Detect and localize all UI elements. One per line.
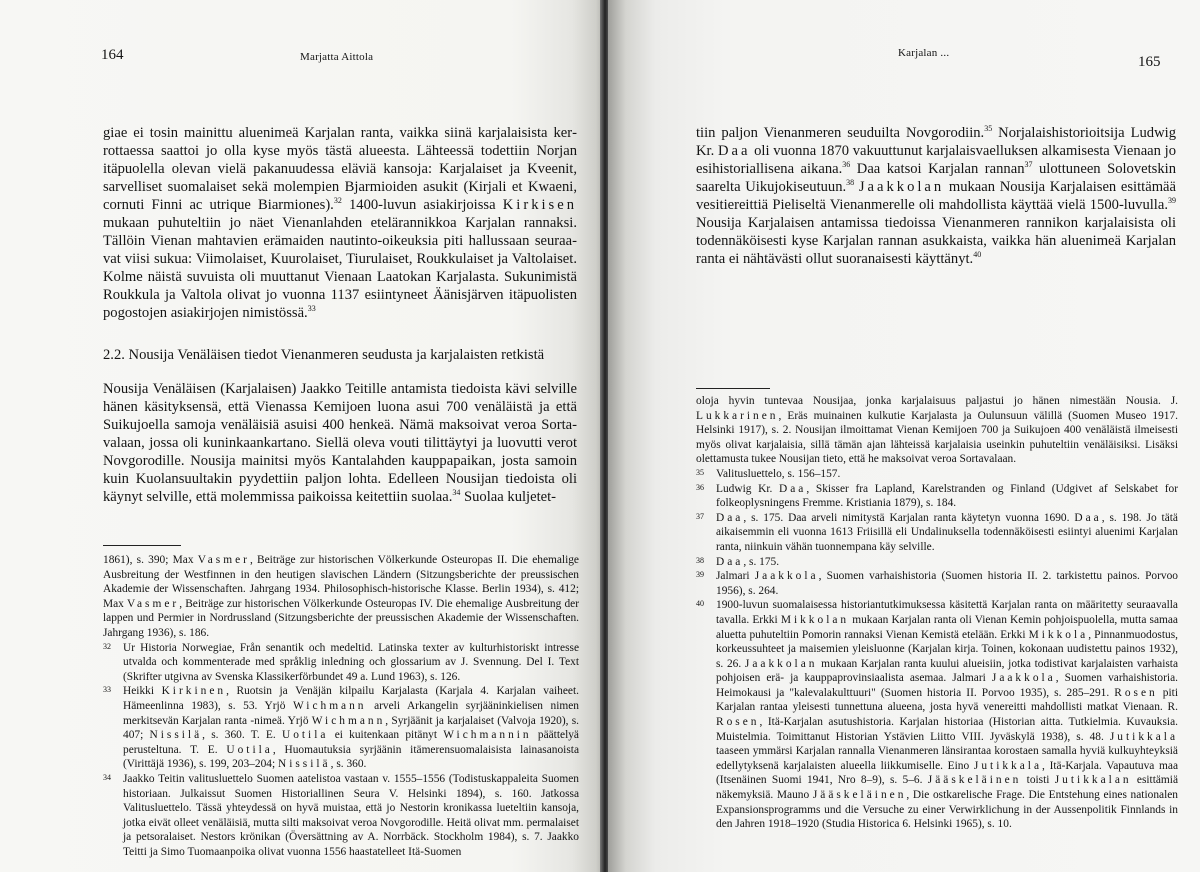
text-run: 1400-luvun asiakirjoissa <box>341 197 503 214</box>
text-run: mukaan puhuteltiin jo näet Vienanlahden etelärannikkoa Karjalan rannaksi. Tällöin Vienan mahtavien erämaiden nautinto-oikeuksia piti hallussaan seuraavat viisi sukua: Viimolaiset, Kuurolaiset, Tiurulaiset, Roukkulaiset ja Valtolaiset. Kolme näistä suvuista oli muuttanut Vienaan Laatokan Karjalasta. Sukunimistä Roukkula ja Valtola olivat jo vuonna 1137 esiintyneet Äänisjärven itäpuolisten pogostojen asiakirjojen nimistössä. <box>103 215 577 322</box>
footnote-ref: 37 <box>1024 160 1033 170</box>
text-run: taaseen ymmärsi Karjalan rannalla Vienanmeren länsirantaa korostaen samalla hyviä kulkuyhteyksiä edellytyksenä karjalaisten alueella liikkumiselle. Eino <box>716 745 1178 772</box>
text-run: Daa katsoi Karjalan rannan <box>850 161 1025 178</box>
text-run: päättelyä perusteltuna. T. E. <box>123 729 579 756</box>
text-run: , Suomen varhaishistoria (Suomen historia II. 2. tarkistettu painos. Porvoo 1956), s. 264. <box>716 570 1178 597</box>
running-head: Marjatta Aittola <box>300 51 374 63</box>
text-run: , Pinnanmuodostus, korkeussuhteet ja maisemien yleisluonne (Karjalan kirja. Toinen, kokonaan uudistettu painos 1932), s. 26. <box>716 628 1178 670</box>
body-paragraph <box>103 380 577 506</box>
footnote <box>696 467 1178 482</box>
text-run: arveli Arkangelin syrjääninkielisen nimen merkitsevän Karjalan ranta -nimeä. Yrjö <box>123 699 579 727</box>
paragraph-text <box>696 124 1176 268</box>
spaced-name: Daa <box>717 143 751 160</box>
spaced-name: Jaakkola <box>754 570 819 583</box>
footnote-ref: 34 <box>452 488 461 498</box>
text-run: , Eräs muinainen kulkutie Karjalasta ja Oulunsuun välillä (Suomen Museo 1917. Helsinki 1917), s. 2. Nousijan ilmoittamat Vienan Kemijoen 700 ja Suikujoen 400 venäläistä ilmeisesti myös olivat karjalaisia, sillä tämän ajan lähteissä karjalaisia useinkin puhuteltiin venäläisiksi. Lisäksi olettamusta tukee Nousijan tieto, että he maksoivat veroa Sortavalaan. <box>696 409 1178 466</box>
text-run: Nousija Karjalaisen antamissa tiedoissa Vienanmeren rannikon karjalaisista oli todennäköisesti kyse Karjalan rannan asukkaista, vaikka hän aluenimeä Karjalan ranta ei nähtävästi ollut suoranaisesti käyttänyt. <box>696 215 1176 268</box>
spaced-name: Vasmer <box>197 554 250 566</box>
text-run: , Beiträge zur historischen Völkerkunde Osteuropas IV. Die ehemalige Ausbreitung der lappen und Permier in Nordrussland (Sitzungsberichte der preussischen Akademie der Wissenschaften. Jahrgang 1936), s. 186. <box>103 597 579 639</box>
spaced-name: Mikkola <box>1028 628 1089 641</box>
spaced-name: Uotila <box>226 743 273 756</box>
text-run: ulottuneen Solovetskin saarelta Uikujokiseutuun. <box>696 161 1176 196</box>
spaced-name: Uotila <box>281 729 329 742</box>
spaced-name: Daa <box>716 511 744 524</box>
text-run: 1900-luvun suomalaisessa historiantutkimuksessa käsitettä Karjalan ranta on määritetty seuraavalla tavalla. Erkki <box>716 599 1178 626</box>
spaced-name: Jutikkalan <box>1054 774 1132 787</box>
footnote-number: 35 <box>696 467 704 477</box>
text-run: , Beiträge zur historischen Völkerkunde Osteuropas II. Die ehemalige Ausbreitung der Westfinnen in den heutigen slavischen Ländern (Sitzungsberichte der preussischen Akademie der Wissenschaften. Jahrgang 1934. Philosophisch-historische Klasse. Berlin 1934), s. 412; Max <box>103 554 579 610</box>
footnote-rule <box>696 388 770 389</box>
spaced-name: Wichmann <box>292 699 367 712</box>
spaced-name: Jutikkala <box>1109 730 1178 743</box>
spaced-name: Nissilä <box>277 758 331 771</box>
text-run: toisti <box>1021 774 1055 787</box>
footnote <box>696 482 1178 511</box>
body-paragraph <box>696 124 1176 268</box>
text-run: piti Karjalan rantaa yleisesti tunnettuna alueena, josta hyvä venereitti mahdollisti matkat Vienaan. R. <box>716 686 1178 714</box>
spaced-name: Nissilä <box>149 729 203 742</box>
text-run: mukaan Karjalan ranta kuului alueisiin, jotka todistivat karjalaisten varhaista pohjoisen erä- ja kauppaprovinsiaalista asemaa. Jalmari <box>716 657 1179 685</box>
text-run: , Die ostkarelische Frage. Die Entstehung eines nationalen Expansionsprogramms und die Versuche zu einer Verwirklichung in der Aussenpolitik Finnlands in den Jahren 1918–1920 (Studia Historica 6. Helsinki 1965), s. 10. <box>716 789 1178 831</box>
footnote <box>696 569 1178 598</box>
text-run: Jalmari <box>716 570 755 583</box>
spaced-name: Wichmann <box>311 714 386 727</box>
text-run: tiin paljon Vienanmeren seuduilta Novgorodiin. <box>696 125 985 141</box>
text-run: Suolaa kuljetet- <box>460 489 557 506</box>
spaced-name: Kirkisen <box>502 197 577 214</box>
text-run: , Syrjäänit ja karjalaiset (Valvoja 1920), s. 407; <box>123 714 580 742</box>
text-run: Ur Historia Norwegiae, Från senantik och medeltid. Latinska texter av kulturhistoriskt intresse utvalda och kommenterade med språklig inledning och glossarium av J. Svennung. Del I. Text (Skrifter utgivna av Svenska Klassikerförbundet 49 a. Lund 1963), s. 126. <box>123 641 579 683</box>
footnote-number: 39 <box>696 570 704 580</box>
section-heading: 2.2. Nousija Venäläisen tiedot Vienanmeren seudusta ja karjalaisten retkistä <box>103 347 545 363</box>
text-run: mukaan Nousija Karjalaisen esittämää vesitiereittiä Pieliseltä Vienanmerelle oli mahdollista käyttää vielä 1500-luvulla. <box>696 179 1176 214</box>
text-run: , Itä-Karjala. Vapautuva maa (Itsenäinen Suomi 1941, Nro 8–9), s. 5–6. <box>716 759 1178 787</box>
text-run: , Ruotsin ja Venäjän kilpailu Karjalasta (Karjala 4. Karjalan vaiheet. Hämeenlinna 1983), s. 53. Yrjö <box>123 685 579 712</box>
text-run: Norjalaishistorioitsija Ludwig Kr. <box>696 125 1176 160</box>
spaced-name: Jaakkola <box>991 672 1056 685</box>
text-run: esittämiä näkemyksiä. Mauno <box>716 774 1179 802</box>
footnote-rule <box>103 545 181 546</box>
text-run: , Itä-Karjalan asutushistoria. Karjalan historiaa (Historian aitta. Tutkielmia. Kuvauksia. Muistelmia. Toimittanut Historian Ystävien Liitto VIII. Jyväskylä 1938), s. 48. <box>716 716 1178 743</box>
text-run: Jaakko Teitin valitusluettelo Suomen aatelistoa vastaan v. 1555–1556 (Todistuskappaleita Suomen historiaan. Julkaissut Suomen Historiallinen Seura V. Helsinki 1894), s. 160. Jatkossa Valitusluettelo. Tässä yhteydessä on hyvä muistaa, että jo Nestorin kronikassa lueteltiin kansoja, jotka eivät olleet venäläisiä, mutta silti maksoivat veroa Novgorodille. Heitä olivat mm. permalaiset ja petsoralaiset. Nestors krönikan (Översättning av A. Norrbäck. Stockholm 1984), s. 7. Jaakko Teitti ja Simo Tuomaanpoika olivat vuonna 1556 haastatelleet Itä-Suomen <box>123 772 579 858</box>
footnote-number: 40 <box>696 599 704 609</box>
spaced-name: Jääskeläinen <box>812 789 907 802</box>
spaced-name: Mikkolan <box>780 613 850 626</box>
right-page <box>608 0 1200 872</box>
text-run: , s. 175. Daa arveli nimitystä Karjalan ranta käytetyn vuonna 1690. <box>743 511 1075 524</box>
footnote <box>103 684 579 772</box>
page-number: 165 <box>1138 54 1161 70</box>
text-run: Heikki <box>123 685 162 698</box>
text-run: , Skisser fra Lapland, Karelstranden og Finland (Udgivet af Selskabet for folkeoplysningens Fremme. Kristiania 1879), s. 184. <box>716 482 1178 510</box>
spaced-name: Vasmer <box>127 597 180 610</box>
footnote <box>103 772 579 860</box>
footnotes <box>696 394 1178 832</box>
text-run: , s. 175. <box>743 555 780 568</box>
page-number: 164 <box>101 47 124 63</box>
text-run: Valitusluettelo, s. 156–157. <box>716 467 841 480</box>
spaced-name: Daa <box>1074 511 1102 524</box>
text-run: , Suomen varhaishistoria. Heimokausi ja "kalevalakulttuuri" (Suomen historia II. Porvoo 1935), s. 285–291. <box>716 672 1178 699</box>
text-run: , s. 360. T. E. <box>202 729 282 742</box>
footnotes <box>103 553 579 859</box>
paragraph-text <box>103 124 577 323</box>
text-run: ei kuitenkaan pitänyt <box>328 729 444 742</box>
spaced-name: Jaakkolan <box>858 179 945 196</box>
footnote-number: 33 <box>103 685 111 695</box>
text-run: 1861), s. 390; Max <box>103 554 198 566</box>
spaced-name: Wichmannin <box>443 729 532 742</box>
footnote <box>696 555 1178 570</box>
footnote-ref: 33 <box>307 304 316 314</box>
footnote <box>696 511 1178 555</box>
footnote <box>103 641 579 685</box>
spaced-name: Jutikkala <box>973 759 1043 772</box>
text-run: oli vuonna 1870 vakuuttunut karjalaisvaelluksen alkamisesta Vienaan jo esihistoriallisena aikana. <box>696 143 1176 178</box>
text-run: , Huomautuksia syrjäänin itämerensuomalaisista lainasanoista (Virittäjä 1936), s. 199, 203–204; <box>123 743 580 771</box>
paragraph-text <box>103 380 577 506</box>
footnote-ref: 38 <box>846 178 855 188</box>
spaced-name: Daa <box>779 482 807 495</box>
text-run: oloja hyvin tuntevaa Nousijaa, jonka karjalaisuus paljastui jo hänen nimestään Nousia. J. <box>696 395 1178 407</box>
footnote-number: 37 <box>696 511 704 521</box>
footnote-ref: 32 <box>333 196 342 206</box>
spaced-name: Rosen <box>716 716 760 729</box>
footnote <box>696 598 1178 832</box>
text-run: , s. 198. Jo tätä aikaisemmin eli vuonna 1613 Friisillä eli Undalinuksella todennäköisesti esiintyi aluenimi Karjalan ranta, niinkuin vähän tuonnempana käy selville. <box>716 511 1178 553</box>
spaced-name: Daa <box>716 555 744 568</box>
text-run: giae ei tosin mainittu aluenimeä Karjalan ranta, vaikka siinä karjalaisista kerrottaessa saattoi jo olla kyse myös tästä alueesta. Lähteessä todettiin Norjan itäpuolella olevan vielä pakanuudessa eläviä kansoja: Karjalaiset ja Kveenit, sarvelliset suomalaiset sekä molempien Bjarmioiden asukit (Kirjali et Kwaeni, cornuti Finni ac utrique Biarmiones). <box>103 125 577 214</box>
text-run: mukaan Karjalan ranta oli Vienan Kemin pohjoispuolella, mutta samaa aluetta puhuteltiin Pomorin rannaksi Vienan Kemistä etelään. Erkki <box>716 613 1178 641</box>
footnote-ref: 40 <box>973 250 982 260</box>
text-run: Nousija Venäläisen (Karjalaisen) Jaakko Teitille antamista tiedoista kävi selville hänen käsityksensä, että Vienassa Kemijoen luona asui 700 venäläistä ja että Suikujoella samoja venäläisiä asuisi 400 henkeä. Nämä maksoivat veroa Sortavalaan, jossa oli kuninkaankartano. Siellä oleva vouti tilittäytyi ja luovutti verot Novgorodille. Nousija mainitsi myös Kantalahden kauppapaikan, josta samoin kuin Kuolansuultakin pyydettiin paljon lohta. Edelleen Nousijan tiedoista oli käynyt selville, että molemmissa paikoissa keitettiin suolaa. <box>103 381 577 506</box>
text-run: Ludwig Kr. <box>716 482 780 495</box>
footnote-ref: 35 <box>984 124 993 134</box>
spaced-name: Kirkinen <box>161 685 227 698</box>
spaced-name: Rosen <box>1114 686 1158 699</box>
footnote-number: 38 <box>696 555 704 565</box>
footnote-number: 32 <box>103 641 111 651</box>
footnote <box>103 553 579 641</box>
spaced-name: Jaakkolan <box>744 657 818 670</box>
spaced-name: Lukkarinen <box>696 409 779 422</box>
text-run: , s. 360. <box>330 758 367 771</box>
footnote-number: 36 <box>696 482 704 492</box>
body-paragraph <box>103 124 577 323</box>
footnote-ref: 36 <box>842 160 851 170</box>
footnote-number: 34 <box>103 772 111 782</box>
spaced-name: Jääskeläinen <box>927 774 1022 787</box>
running-head: Karjalan ... <box>898 47 950 59</box>
footnote-ref: 39 <box>1168 196 1176 206</box>
footnote <box>696 394 1178 467</box>
